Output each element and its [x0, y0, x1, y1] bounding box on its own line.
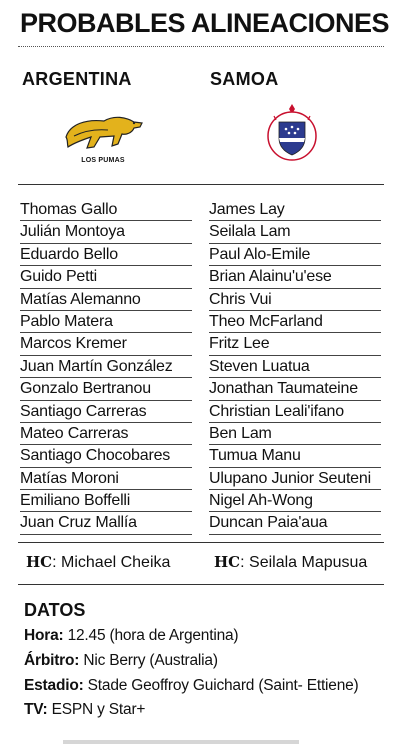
player-row: Santiago Chocobares — [20, 445, 192, 467]
player-row: Seilala Lam — [209, 221, 381, 243]
player-row: Gonzalo Bertranou — [20, 378, 192, 400]
coach-argentina: HC: Michael Cheika — [26, 553, 171, 571]
player-row: Jonathan Taumateine — [209, 378, 381, 400]
samoa-crest-icon — [262, 102, 322, 166]
player-row: Theo McFarland — [209, 311, 381, 333]
player-row: Christian Leali'ifano — [209, 401, 381, 423]
player-row: Thomas Gallo — [20, 199, 192, 221]
info-estadio — [24, 677, 359, 695]
coach-samoa: HC: Seilala Mapusua — [214, 553, 368, 571]
header-divider — [18, 184, 384, 185]
info-hora — [24, 627, 238, 645]
info-tv — [24, 701, 145, 719]
player-row: James Lay — [209, 199, 381, 221]
player-row: Eduardo Bello — [20, 244, 192, 266]
info-value: Stade Geoffroy Guichard (Saint- Ettiene) — [87, 677, 359, 694]
team-name-samoa: SAMOA — [210, 69, 279, 89]
info-label: Hora: — [24, 627, 64, 644]
title-divider — [18, 46, 384, 47]
info-value: ESPN y Star+ — [51, 701, 146, 718]
info-label: Estadio: — [24, 677, 84, 694]
player-row: Chris Vui — [209, 289, 381, 311]
player-row: Ben Lam — [209, 423, 381, 445]
player-row: Juan Martín González — [20, 356, 192, 378]
page-title: PROBABLES ALINEACIONES — [20, 8, 390, 38]
player-row: Paul Alo-Emile — [209, 244, 381, 266]
info-value: 12.45 (hora de Argentina) — [67, 627, 239, 644]
player-row: Duncan Paia'aua — [209, 512, 381, 534]
info-label: Árbitro: — [24, 652, 80, 669]
coach-name: Michael Cheika — [61, 554, 171, 571]
player-row: Ulupano Junior Seuteni — [209, 468, 381, 490]
hc-label: HC — [214, 553, 241, 571]
datos-title: DATOS — [24, 600, 86, 620]
info-value: Nic Berry (Australia) — [83, 652, 218, 669]
los-pumas-text: LOS PUMAS — [81, 157, 125, 164]
player-row: Matías Alemanno — [20, 289, 192, 311]
samoa-rugby-logo — [262, 102, 322, 166]
player-row: Tumua Manu — [209, 445, 381, 467]
player-row: Julián Montoya — [20, 221, 192, 243]
player-row: Santiago Carreras — [20, 401, 192, 423]
player-row: Steven Luatua — [209, 356, 381, 378]
player-row: Mateo Carreras — [20, 423, 192, 445]
player-row: Guido Petti — [20, 266, 192, 288]
info-label: TV: — [24, 701, 48, 718]
player-row: Brian Alainu'u'ese — [209, 266, 381, 288]
player-row: Pablo Matera — [20, 311, 192, 333]
player-row: Nigel Ah-Wong — [209, 490, 381, 512]
hc-label: HC — [26, 553, 53, 571]
player-row: Juan Cruz Mallía — [20, 512, 192, 534]
argentina-lineup — [20, 199, 192, 535]
team-name-argentina: ARGENTINA — [22, 69, 132, 89]
coach-bottom-divider — [18, 584, 384, 585]
scroll-indicator — [63, 740, 299, 744]
player-row: Matías Moroni — [20, 468, 192, 490]
samoa-lineup — [209, 199, 381, 535]
puma-icon — [62, 112, 144, 152]
coach-name: Seilala Mapusua — [249, 554, 368, 571]
coach-top-divider — [18, 542, 384, 543]
player-row: Marcos Kremer — [20, 333, 192, 355]
player-row: Fritz Lee — [209, 333, 381, 355]
los-pumas-logo — [62, 112, 144, 164]
player-row: Emiliano Boffelli — [20, 490, 192, 512]
info-arbitro — [24, 652, 218, 670]
